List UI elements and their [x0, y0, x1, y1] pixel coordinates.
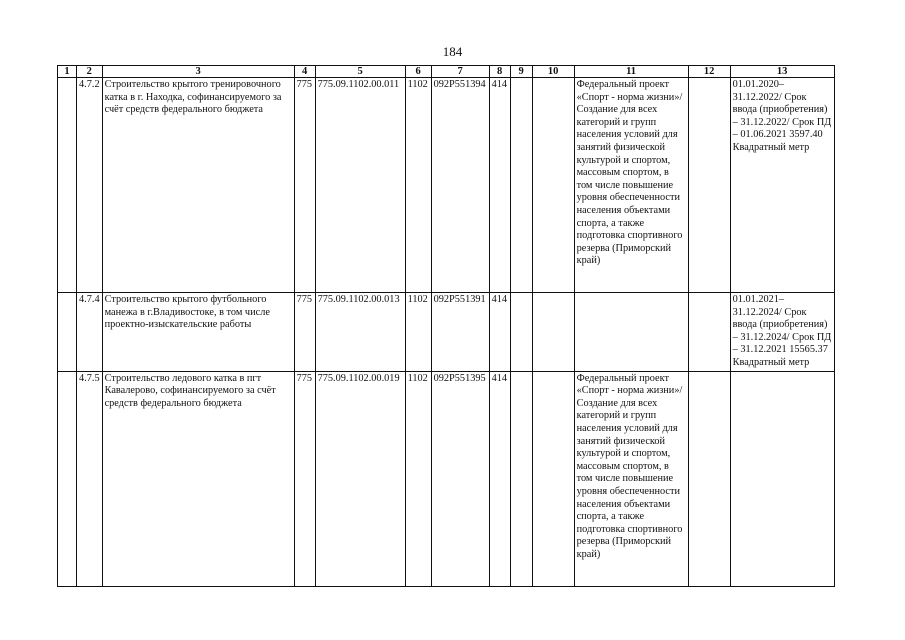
cell-project	[574, 293, 688, 372]
cell-project: Федеральный проект «Спорт - норма жизни»/Создание для всех категорий и групп населения условий для занятий физической культурой и спортом, массовым спортом, в том числе повышение уровня обеспеченности населения объектами спорта, а также подготовка спортивного резерва (Приморский край)	[574, 78, 688, 293]
cell-col12	[688, 371, 730, 586]
col-header: 8	[489, 66, 510, 78]
col-header: 12	[688, 66, 730, 78]
cell-section: 1102	[405, 371, 431, 586]
col-header: 13	[730, 66, 834, 78]
col-header: 5	[315, 66, 405, 78]
cell-code: 775.09.1102.00.019	[315, 371, 405, 586]
cell-type: 414	[489, 371, 510, 586]
cell-terms: 01.01.2021–31.12.2024/ Срок ввода (приобретения) – 31.12.2024/ Срок ПД – 31.12.2021 15565.37 Квадратный метр	[730, 293, 834, 372]
cell-terms: 01.01.2020–31.12.2022/ Срок ввода (приобретения) – 31.12.2022/ Срок ПД – 01.06.2021 3597.40 Квадратный метр	[730, 78, 834, 293]
col-header: 10	[532, 66, 574, 78]
cell-section: 1102	[405, 78, 431, 293]
data-table	[57, 65, 835, 587]
cell-project: Федеральный проект «Спорт - норма жизни»/Создание для всех категорий и групп населения условий для занятий физической культурой и спортом, массовым спортом, в том числе повышение уровня обеспеченности населения объектами спорта, а также подготовка спортивного резерва (Приморский край)	[574, 371, 688, 586]
cell-col4: 775	[294, 78, 315, 293]
col-header: 3	[102, 66, 294, 78]
cell-description: Строительство крытого футбольного манежа в г.Владивостоке, в том числе проектно-изыскательские работы	[102, 293, 294, 372]
cell-col4: 775	[294, 293, 315, 372]
cell-col10	[532, 78, 574, 293]
cell-code: 775.09.1102.00.013	[315, 293, 405, 372]
col-header: 11	[574, 66, 688, 78]
cell-col4: 775	[294, 371, 315, 586]
cell-col1	[58, 78, 77, 293]
page-number: 184	[442, 44, 463, 59]
col-header: 9	[510, 66, 532, 78]
cell-index: 4.7.4	[77, 293, 103, 372]
cell-type: 414	[489, 78, 510, 293]
table-row	[58, 371, 835, 586]
header-row	[58, 66, 835, 78]
cell-section: 1102	[405, 293, 431, 372]
cell-target: 092P551391	[431, 293, 489, 372]
cell-target: 092P551395	[431, 371, 489, 586]
cell-col1	[58, 371, 77, 586]
col-header: 7	[431, 66, 489, 78]
cell-col9	[510, 371, 532, 586]
cell-col1	[58, 293, 77, 372]
col-header: 2	[77, 66, 103, 78]
cell-code: 775.09.1102.00.011	[315, 78, 405, 293]
cell-description: Строительство крытого тренировочного катка в г. Находка, софинансируемого за счёт средств федерального бюджета	[102, 78, 294, 293]
cell-description: Строительство ледового катка в пгт Кавалерово, софинансируемого за счёт средств федерального бюджета	[102, 371, 294, 586]
cell-col12	[688, 78, 730, 293]
table-row	[58, 293, 835, 372]
table-row	[58, 78, 835, 293]
col-header: 4	[294, 66, 315, 78]
cell-col9	[510, 78, 532, 293]
cell-col9	[510, 293, 532, 372]
cell-terms	[730, 371, 834, 586]
cell-col10	[532, 371, 574, 586]
cell-index: 4.7.2	[77, 78, 103, 293]
cell-type: 414	[489, 293, 510, 372]
cell-col10	[532, 293, 574, 372]
cell-col12	[688, 293, 730, 372]
col-header: 1	[58, 66, 77, 78]
col-header: 6	[405, 66, 431, 78]
cell-index: 4.7.5	[77, 371, 103, 586]
cell-target: 092P551394	[431, 78, 489, 293]
